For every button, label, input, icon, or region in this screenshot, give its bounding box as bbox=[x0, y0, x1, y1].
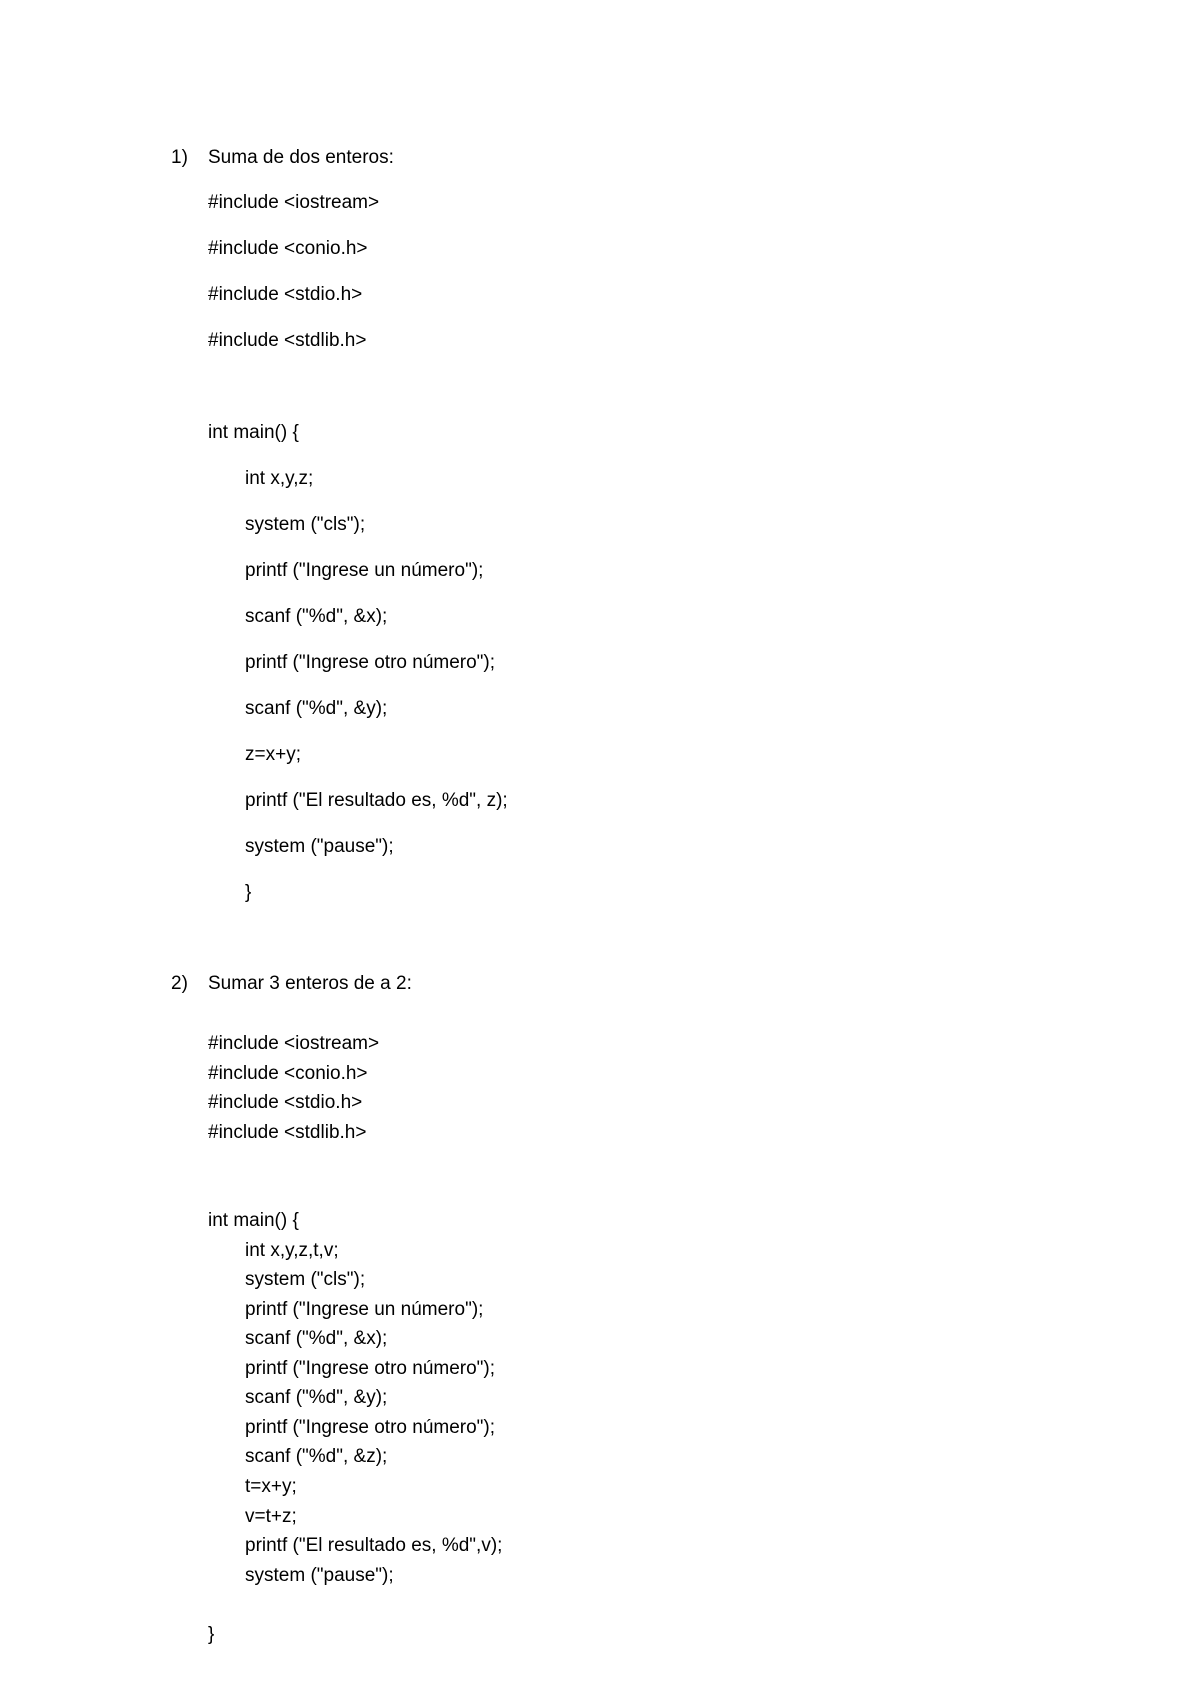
code-line: system ("cls"); bbox=[245, 514, 366, 535]
section-2-title: Sumar 3 enteros de a 2: bbox=[208, 973, 412, 994]
code-line: } bbox=[245, 882, 252, 903]
code-line: #include <stdlib.h> bbox=[208, 1122, 367, 1143]
section-1-title: Suma de dos enteros: bbox=[208, 147, 394, 168]
code-line: scanf ("%d", &y); bbox=[245, 1387, 388, 1408]
code-line: int x,y,z,t,v; bbox=[245, 1240, 339, 1261]
section-1-number: 1) bbox=[171, 147, 188, 168]
code-line: #include <stdlib.h> bbox=[208, 330, 367, 351]
code-line: #include <conio.h> bbox=[208, 238, 368, 259]
code-line: #include <iostream> bbox=[208, 1033, 380, 1054]
code-line: z=x+y; bbox=[245, 744, 301, 765]
section-2-number: 2) bbox=[171, 973, 188, 994]
code-line: scanf ("%d", &x); bbox=[245, 606, 388, 627]
code-line: int main() { bbox=[208, 422, 299, 443]
code-line: printf ("Ingrese otro número"); bbox=[245, 652, 496, 673]
code-line: #include <stdio.h> bbox=[208, 1092, 363, 1113]
code-line: printf ("Ingrese un número"); bbox=[245, 560, 484, 581]
code-line: system ("pause"); bbox=[245, 836, 394, 857]
code-line: printf ("Ingrese otro número"); bbox=[245, 1358, 496, 1379]
code-line: scanf ("%d", &x); bbox=[245, 1328, 388, 1349]
code-line: printf ("Ingrese un número"); bbox=[245, 1299, 484, 1320]
code-line: #include <stdio.h> bbox=[208, 284, 363, 305]
code-line: t=x+y; bbox=[245, 1476, 297, 1497]
code-line: printf ("Ingrese otro número"); bbox=[245, 1417, 496, 1438]
code-line: #include <conio.h> bbox=[208, 1063, 368, 1084]
code-line: system ("pause"); bbox=[245, 1565, 394, 1586]
code-line: scanf ("%d", &y); bbox=[245, 698, 388, 719]
code-line: printf ("El resultado es, %d", z); bbox=[245, 790, 508, 811]
code-line: int main() { bbox=[208, 1210, 299, 1231]
code-line: system ("cls"); bbox=[245, 1269, 366, 1290]
code-line: printf ("El resultado es, %d",v); bbox=[245, 1535, 503, 1556]
code-line: v=t+z; bbox=[245, 1506, 297, 1527]
code-line: scanf ("%d", &z); bbox=[245, 1446, 388, 1467]
code-line: int x,y,z; bbox=[245, 468, 314, 489]
code-line: #include <iostream> bbox=[208, 192, 380, 213]
code-line: } bbox=[208, 1624, 215, 1645]
